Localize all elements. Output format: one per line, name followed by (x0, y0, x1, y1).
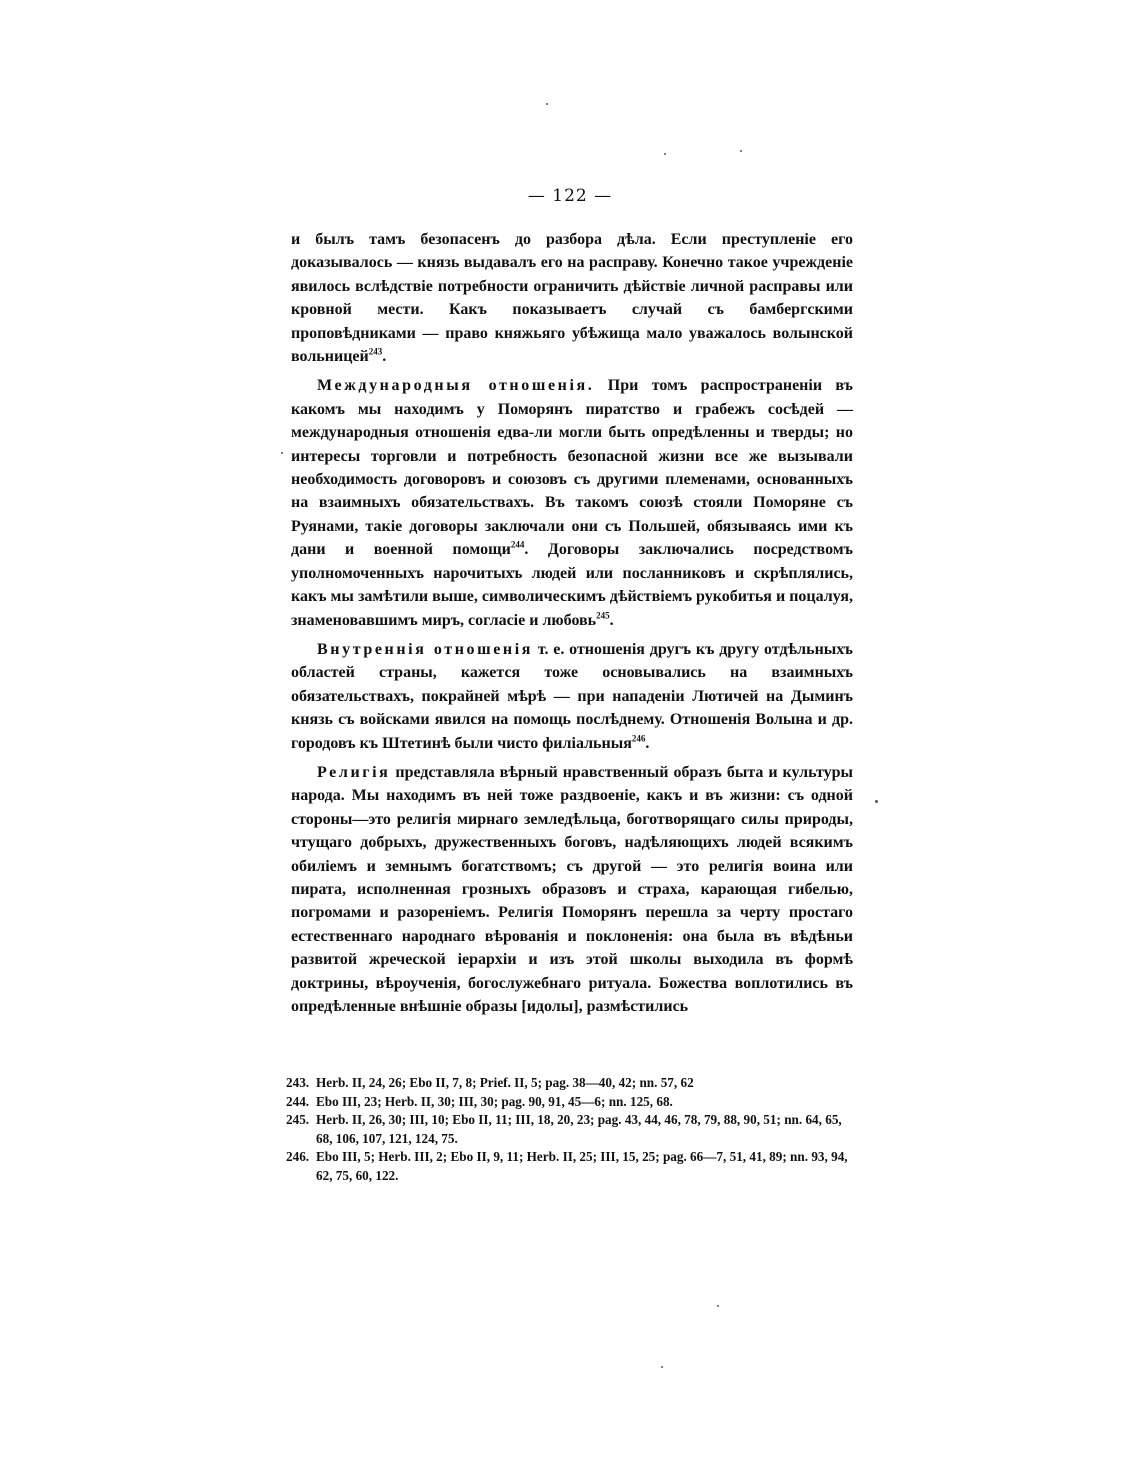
paragraph-tail: . Договоры заключались посредствомъ уполномоченныхъ нарочитыхъ людей или посланниковъ и скрѣплялись, какъ мы замѣтили выше, символическимъ дѣйствіемъ рукобитья и поцалуя, знаменовавшимъ миръ, согласіе и любовь (291, 541, 853, 629)
footnote-ref: 244 (510, 539, 525, 550)
footnote-244 (286, 1093, 856, 1112)
main-text (291, 228, 853, 1024)
footnote-text: Herb. II, 24, 26; Ebo II, 7, 8; Prief. II, 5; pag. 38—40, 42; nn. 57, 62 (316, 1075, 694, 1090)
footnote-ref: 243 (368, 346, 383, 357)
paragraph-lead: Религія (317, 763, 391, 781)
paragraph-lead: Международныя отношенія. (317, 377, 595, 395)
scan-speck (546, 103, 548, 105)
paragraph-1 (291, 228, 853, 368)
footnote-ref: 245 (596, 610, 610, 621)
footnote-text: Herb. II, 26, 30; III, 10; Ebo II, 11; III, 18, 20, 23; pag. 43, 44, 46, 78, 79, 88, 90, 51; nn. 64, 65, 68, 106, 107, 121, 124, 75. (316, 1112, 842, 1146)
page-number: — 122 — (527, 186, 613, 206)
footnotes (286, 1074, 856, 1186)
paragraph-text: т. е. отношенія другъ къ другу отдѣльныхъ областей страны, кажется тоже основывались на взаимныхъ обязательствахъ, покрайней мѣрѣ — при нападеніи Лютичей на Дыминъ князь съ войсками явился на помощь послѣднему. Отношенія Волына и др. городовъ къ Штетинѣ были чисто филіальныя (291, 640, 854, 752)
footnote-text: Ebo III, 23; Herb. II, 30; III, 30; pag. 90, 91, 45—6; nn. 125, 68. (316, 1093, 673, 1109)
paragraph-tail: . (609, 611, 614, 629)
scan-speck (661, 1366, 663, 1368)
footnote-text: Ebo III, 5; Herb. III, 2; Ebo II, 9, 11; Herb. II, 25; III, 15, 25; pag. 66—7, 51, 41, 89; nn. 93, 94, 62, 75, 60, 122. (316, 1149, 848, 1183)
scan-speck (875, 800, 878, 803)
paragraph-3 (291, 638, 853, 755)
paragraph-4 (291, 761, 853, 1018)
scan-speck (281, 452, 283, 454)
footnote-245 (286, 1111, 856, 1148)
footnote-246 (286, 1148, 856, 1185)
footnote-number: 244. (286, 1093, 310, 1109)
paragraph-lead: Внутреннія отношенія (317, 640, 534, 658)
footnote-number: 243. (286, 1075, 310, 1090)
paragraph-text: представляла вѣрный нравственный образъ быта и культуры народа. Мы находимъ въ ней тоже раздвоеніе, какъ и въ жизни: съ одной стороны—это религія мирнаго земледѣльца, боготворящаго силы природы, чтущаго добрыхъ, дружественныхъ боговъ, надѣляющихъ людей всякимъ обиліемъ и земнымъ богатствомъ; съ другой — это религія воина или пирата, исполненная грозныхъ образовъ и страха, карающая гибелью, погромами и разореніемъ. Религія Поморянъ перешла за черту простаго естественнаго народнаго вѣрованія и поклоненія: она была въ вѣдѣньи развитой жреческой іерархіи и изъ этой школы выходила въ формѣ доктрины, вѣроученія, богослужебнаго ритуала. Божества воплотились въ опредѣленные внѣшніе образы [идолы], размѣстились (291, 763, 853, 1015)
scan-speck (664, 153, 666, 155)
footnote-243 (286, 1074, 856, 1093)
footnote-number: 246. (286, 1149, 310, 1165)
paragraph-text: При томъ распространеніи въ какомъ мы находимъ у Поморянъ пиратство и грабежъ сосѣдей — международныя отношенія едва-ли могли быть опредѣленны и тверды; но интересы торговли и потребность безопасной жизни все же вызывали необходимость договоровъ и союзовъ съ другими племенами, основанныхъ на взаимныхъ обязательствахъ. Въ такомъ союзѣ стояли Поморяне съ Руянами, такіе договоры заключали они съ Польшей, обязываясь ими къ дани и военной помощи (291, 377, 854, 559)
paragraph-text: и былъ тамъ безопасенъ до разбора дѣла. Если преступленіе его доказывалось — князь выдавалъ его на расправу. Конечно такое учрежденіе явилось вслѣдствіе потребности ограничить дѣйствіе личной расправы или кровной мести. Какъ показываетъ случай съ бамбергскими проповѣдниками — право княжьяго убѣжища мало уважалось волынской вольницей (291, 231, 853, 366)
paragraph-tail: . (645, 734, 650, 752)
footnote-number: 245. (286, 1112, 310, 1128)
paragraph-2 (291, 374, 853, 631)
paragraph-tail: . (382, 348, 387, 366)
footnote-ref: 246 (631, 733, 646, 744)
scan-speck (717, 1305, 719, 1307)
scan-speck (740, 150, 742, 152)
